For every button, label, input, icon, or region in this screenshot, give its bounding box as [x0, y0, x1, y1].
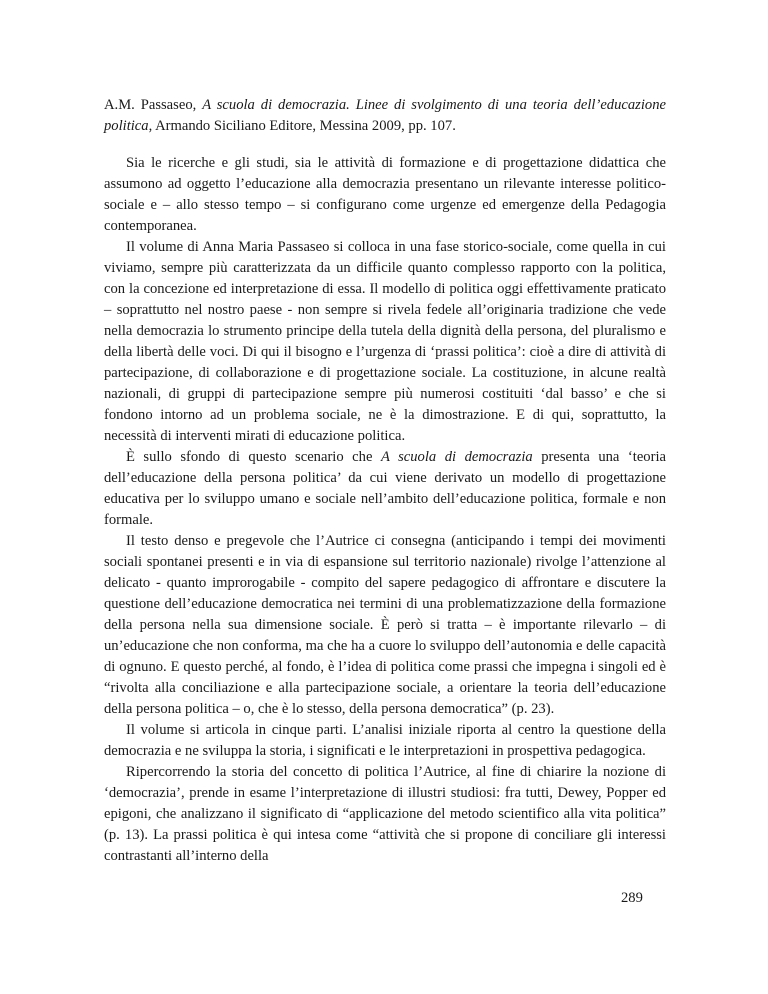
paragraph-3 [104, 447, 666, 531]
review-page [104, 95, 666, 867]
page-number: 289 [621, 890, 643, 906]
citation-author: A.M. Passaseo, [104, 97, 197, 113]
review-body [104, 153, 666, 867]
paragraph-5: Il volume si articola in cinque parti. L’analisi iniziale riporta al centro la questione della democrazia e ne sviluppa la storia, i significati e le interpretazioni in prospettiva pedagogica. [104, 722, 666, 759]
book-citation [104, 95, 666, 137]
paragraph-1: Sia le ricerche e gli studi, sia le attività di formazione e di progettazione didattica che assumono ad oggetto l’educazione alla democrazia presentano un rilevante interesse politico-sociale e – allo stesso tempo – si configurano come urgenze ed emergenze della Pedagogia contemporanea. [104, 155, 666, 234]
book-title-inline: A scuola di democrazia [380, 449, 533, 465]
paragraph-2: Il volume di Anna Maria Passaseo si colloca in una fase storico-sociale, come quella in cui viviamo, sempre più caratterizzata da un difficile quanto complesso rapporto con la politica, con la concezione ed interpretazione di essa. Il modello di politica oggi effettivamente praticato – soprattutto nel nostro paese - non sempre si rivela fedele all’originaria tradizione che vede nella democrazia lo strumento principe della tutela della dignità della persona, del pluralismo e della libertà delle voci. Di qui il bisogno e l’urgenza di ‘prassi politica’: cioè a dire di attività di partecipazione, di collaborazione e di progettazione sociale. La costituzione, in alcune realtà nazionali, di gruppi di partecipazione sempre più numerosi costituiti ‘dal basso’ e che si fondono intorno ad un problema sociale, ne è la dimostrazione. E di qui, soprattutto, la necessità di interventi mirati di educazione politica. [104, 239, 666, 444]
paragraph-6: Ripercorrendo la storia del concetto di politica l’Autrice, al fine di chiarire la nozione di ‘democrazia’, prende in esame l’interpretazione di illustri studiosi: fra tutti, Dewey, Popper ed epigoni, che analizzano il significato di “applicazione del metodo scientifico alla vita politica” (p. 13). La prassi politica è qui intesa come “attività che si propone di conciliare gli interessi contrastanti all’interno della [104, 764, 666, 864]
citation-title: A scuola di democrazia. Linee di svolgimento di una teoria dell’educazione politica [104, 97, 666, 134]
citation-publisher: , Armando Siciliano Editore, Messina 2009, pp. 107. [148, 118, 456, 134]
paragraph-4: Il testo denso e pregevole che l’Autrice ci consegna (anticipando i tempi dei movimenti sociali spontanei presenti e in via di espansione sul territorio nazionale) rivolge l’attenzione al delicato - quanto improrogabile - compito del sapere pedagogico di affrontare e discutere la questione dell’educazione democratica nei termini di una problematizzazione della formazione della persona nella sua dimensione sociale. È però si tratta – è importante rilevarlo – di un’educazione che non conforma, ma che ha a cuore lo sviluppo dell’autonomia e delle capacità di ognuno. E questo perché, al fondo, è l’idea di politica come prassi che impegna i singoli ed è “rivolta alla conciliazione e alla partecipazione sociale, a orientare la teoria dell’educazione della persona politica – o, che è lo stesso, della persona democratica” (p. 23). [104, 533, 666, 717]
paragraph-3-rest: presenta una ‘teoria dell’educazione della persona politica’ da cui viene derivato un modello di progettazione educativa per lo sviluppo umano e sociale nell’ambito dell’educazione politica, formale e non formale. [104, 449, 666, 528]
paragraph-3-lead: È sullo sfondo di questo scenario che [126, 449, 381, 465]
